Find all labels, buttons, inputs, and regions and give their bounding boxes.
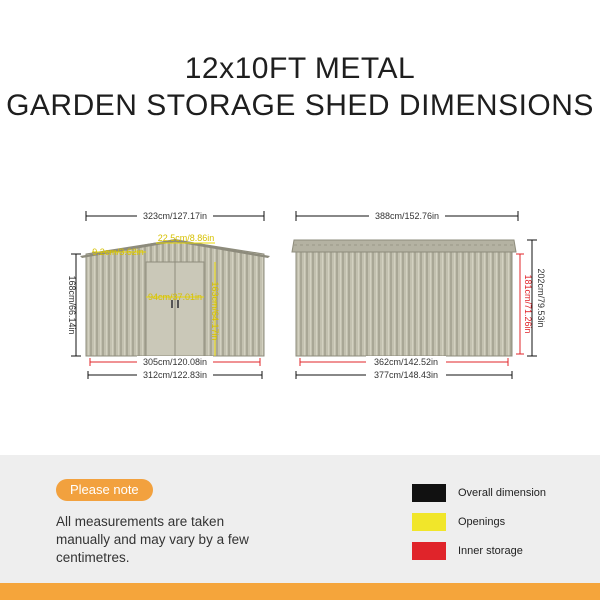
legend-label-inner: Inner storage xyxy=(458,545,523,557)
front-roof-side-dim: 9.2cm/3.62in xyxy=(92,247,144,257)
note-panel xyxy=(0,455,600,583)
legend-item-inner xyxy=(412,541,546,561)
side-inner-length-dim: 362cm/142.52in xyxy=(373,357,439,367)
front-door-height-dim: 163cm/64.17in xyxy=(210,281,220,341)
note-text: All measurements are taken manually and may vary by a few centimetres. xyxy=(56,514,249,565)
legend-label-overall: Overall dimension xyxy=(458,487,547,499)
legend-swatch-overall xyxy=(412,484,446,502)
front-door-width-dim: 94cm/37.01in xyxy=(147,292,203,302)
legend-swatch-inner xyxy=(412,542,446,560)
please-note-badge: Please note xyxy=(56,479,153,501)
front-inner-width-dim: 305cm/120.08in xyxy=(142,357,208,367)
legend-label-openings: Openings xyxy=(458,516,506,528)
front-base-width-dim: 312cm/122.83in xyxy=(142,370,208,380)
side-view xyxy=(292,210,546,381)
front-top-width: 323cm/127.17in xyxy=(142,211,208,221)
side-shed-body xyxy=(296,252,512,356)
legend-swatch-openings xyxy=(412,513,446,531)
side-roof xyxy=(292,240,516,252)
title-line-2: GARDEN STORAGE SHED DIMENSIONS xyxy=(6,89,594,122)
side-top-length: 388cm/152.76in xyxy=(374,211,440,221)
legend xyxy=(412,483,546,570)
side-inner-height-dim: 181cm/71.26in xyxy=(523,274,533,334)
side-height-dim: 202cm/79.53in xyxy=(536,268,546,328)
front-height-dim: 168cm/66.14in xyxy=(67,275,77,335)
page-title xyxy=(0,50,600,124)
front-view xyxy=(67,210,270,381)
front-door-top-dim: 22.5cm/8.86in xyxy=(157,233,215,243)
shed-drawing xyxy=(0,190,600,400)
legend-item-openings xyxy=(412,512,546,532)
bottom-accent-strip xyxy=(0,583,600,600)
side-base-length-dim: 377cm/148.43in xyxy=(373,370,439,380)
title-line-1: 12x10FT METAL xyxy=(184,52,416,85)
legend-item-overall xyxy=(412,483,546,503)
